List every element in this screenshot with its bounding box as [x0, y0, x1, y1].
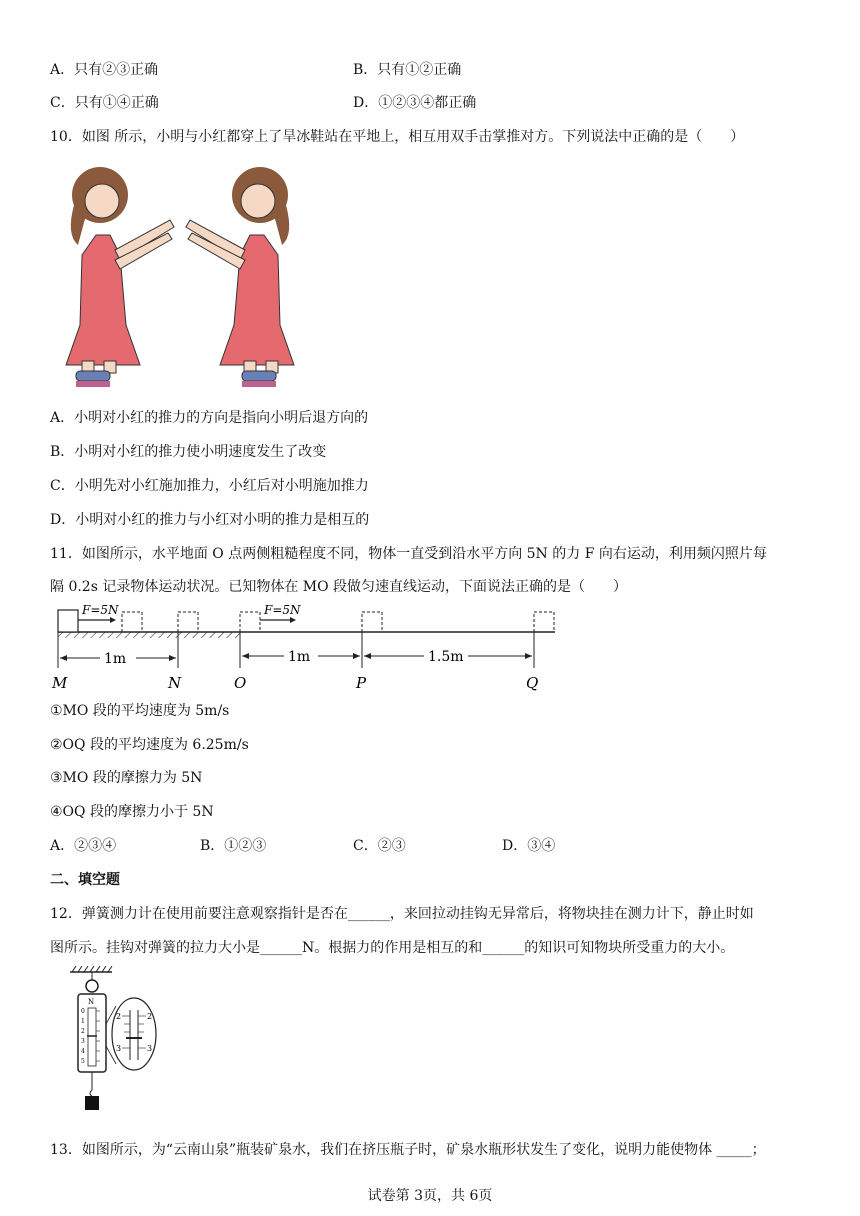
page-footer: 试卷第 3页，共 6页 — [367, 1188, 493, 1204]
girl-right — [186, 167, 294, 387]
q10-stem: 10．如图 所示，小明与小红都穿上了旱冰鞋站在平地上，相互用双手击掌推对方。下列说法中正确的是（ ） — [50, 129, 745, 145]
zoom-tick-2-right: 2 — [147, 1012, 153, 1021]
q11-statement-3: ③MO 段的摩擦力为 5N — [50, 770, 203, 786]
scale-unit-label: N — [88, 998, 95, 1006]
force-label-2: F=5N — [264, 603, 301, 617]
scale-tick-0: 0 — [81, 1008, 85, 1015]
q11-statement-1: ①MO 段的平均速度为 5m/s — [50, 703, 230, 719]
scale-tick-1: 1 — [81, 1018, 85, 1025]
q10-option-c: C．小明先对小红施加推力，小红后对小明施加推力 — [50, 478, 369, 494]
q11-option-d: D．③④ — [502, 838, 556, 854]
q11-stem-line2: 隔 0.2s 记录物体运动状况。已知物体在 MO 段做匀速直线运动，下面说法正确的是（ ） — [50, 579, 628, 595]
motion-figure — [50, 602, 570, 694]
q12-line1: 12．弹簧测力计在使用前要注意观察指针是否在______，来回拉动挂钩无异常后，将物块挂在测力计下，静止时如 — [50, 906, 754, 922]
q10-option-d: D．小明对小红的推力与小红对小明的推力是相互的 — [50, 512, 370, 528]
point-p: P — [356, 674, 367, 692]
zoom-tick-2-left: 2 — [116, 1012, 122, 1021]
scale-tick-4: 4 — [81, 1048, 85, 1055]
point-o: O — [234, 674, 247, 692]
girl-left — [66, 167, 174, 387]
q9-option-c: C．只有①④正确 — [50, 95, 159, 111]
q12-line2: 图所示。挂钩对弹簧的拉力大小是______N。根据力的作用是相互的和______的知识可知物块所受重力的大小。 — [50, 940, 735, 956]
point-q: Q — [526, 674, 539, 692]
zoom-tick-3-right: 3 — [147, 1044, 153, 1053]
q11-statement-4: ④OQ 段的摩擦力小于 5N — [50, 804, 214, 820]
q11-statement-2: ②OQ 段的平均速度为 6.25m/s — [50, 737, 249, 753]
q10-option-a: A．小明对小红的推力的方向是指向小明后退方向的 — [50, 410, 369, 426]
force-label-1: F=5N — [82, 603, 119, 617]
dist-pq: 1.5m — [428, 649, 464, 665]
q10-option-b: B．小明对小红的推力使小明速度发生了改变 — [50, 444, 327, 460]
q13-line1: 13．如图所示，为“云南山泉”瓶装矿泉水，我们在挤压瓶子时，矿泉水瓶形状发生了变化，说明力能使物体 _____； — [50, 1142, 766, 1158]
section-title-fill-in: 二、填空题 — [50, 872, 120, 888]
dist-mn: 1m — [104, 651, 127, 667]
q11-option-c: C．②③ — [353, 838, 406, 854]
q11-stem-line1: 11．如图所示，水平地面 O 点两侧粗糙程度不同，物体一直受到沿水平方向 5N 的力 F 向右运动，利用频闪照片每 — [50, 546, 767, 562]
q9-option-a: A．只有②③正确 — [50, 62, 159, 78]
zoom-tick-3-left: 3 — [116, 1044, 122, 1053]
q11-option-a: A．②③④ — [50, 838, 117, 854]
q9-option-d: D．①②③④都正确 — [353, 95, 477, 111]
point-m: M — [52, 674, 68, 692]
q11-option-b: B．①②③ — [200, 838, 267, 854]
scale-tick-3: 3 — [81, 1038, 85, 1045]
scale-tick-5: 5 — [81, 1058, 85, 1065]
q9-option-b: B．只有①②正确 — [353, 62, 462, 78]
dist-op: 1m — [288, 649, 311, 665]
spring-scale-figure — [70, 966, 170, 1116]
point-n: N — [168, 674, 182, 692]
scale-tick-2: 2 — [81, 1028, 85, 1035]
skaters-figure — [60, 165, 300, 393]
